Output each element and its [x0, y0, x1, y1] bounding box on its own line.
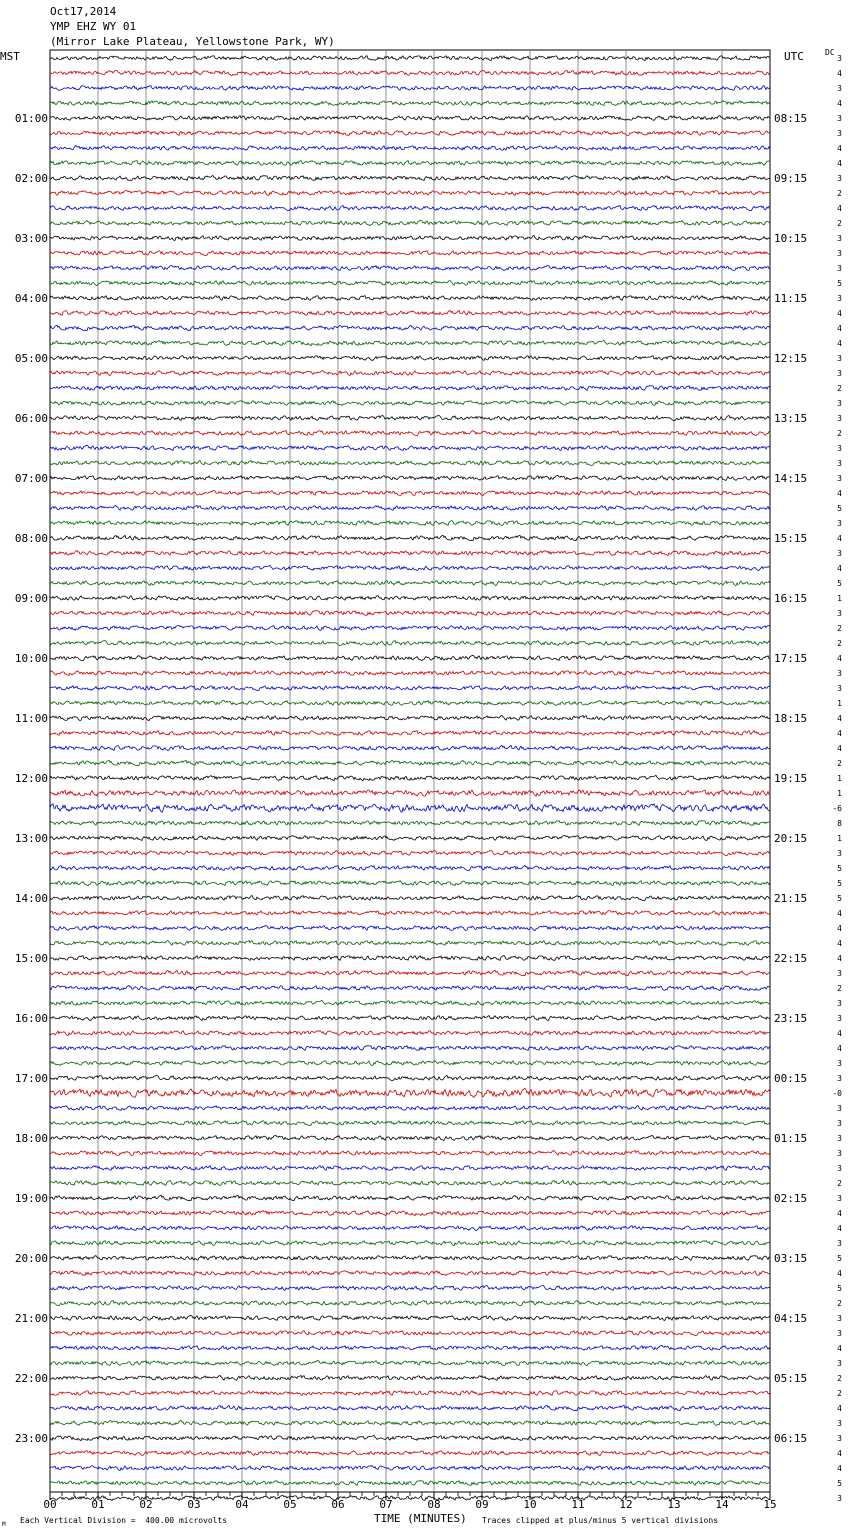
plot-frame [50, 50, 770, 1492]
x-axis-title: TIME (MINUTES) [374, 1512, 467, 1525]
mst-hour-label: 11:00 [14, 712, 48, 725]
dc-offset-label: 4 [837, 339, 842, 348]
trace-line [50, 1121, 770, 1126]
x-tick-label: 14 [715, 1498, 729, 1511]
dc-offset-label: 4 [837, 1224, 842, 1233]
trace-line [50, 131, 770, 136]
dc-offset-label: 3 [837, 669, 842, 678]
dc-offset-label: 3 [837, 369, 842, 378]
x-tick-label: 01 [91, 1498, 105, 1511]
mst-hour-label: 20:00 [14, 1252, 48, 1265]
trace-line [50, 371, 770, 376]
trace-line [50, 655, 770, 660]
mst-hour-label: 18:00 [14, 1132, 48, 1145]
trace-line [50, 1256, 770, 1261]
dc-offset-label: 4 [837, 69, 842, 78]
utc-hour-label: 12:15 [774, 352, 808, 365]
trace-line [50, 101, 770, 106]
trace-line [50, 1076, 770, 1081]
x-tick-label: 00 [43, 1498, 57, 1511]
trace-line [50, 506, 770, 511]
dc-offset-label: 2 [837, 639, 842, 648]
dc-offset-label: 5 [837, 864, 842, 873]
trace-line [50, 86, 770, 91]
trace-line [50, 1315, 770, 1320]
dc-offset-label: 4 [837, 729, 842, 738]
dc-offset-label: 4 [837, 309, 842, 318]
trace-line [50, 191, 770, 196]
trace-line [50, 956, 770, 961]
trace-line [50, 911, 770, 916]
utc-hour-label: 23:15 [774, 1012, 808, 1025]
trace-line [50, 760, 770, 765]
dc-offset-label: 3 [837, 1104, 842, 1113]
trace-line [50, 1181, 770, 1186]
dc-offset-label: 3 [837, 519, 842, 528]
dc-offset-label: 5 [837, 504, 842, 513]
dc-offset-label: 3 [837, 114, 842, 123]
mst-hour-label: 15:00 [14, 952, 48, 965]
trace-line [50, 1466, 770, 1471]
utc-hour-label: 10:15 [774, 232, 808, 245]
x-tick-label: 06 [331, 1498, 345, 1511]
trace-line [50, 1166, 770, 1171]
utc-hour-label: 06:15 [774, 1432, 808, 1445]
trace-line [50, 56, 770, 61]
trace-line [50, 401, 770, 406]
trace-line [50, 790, 770, 796]
dc-offset-label: 3 [837, 1014, 842, 1023]
dc-offset-label: 3 [837, 1149, 842, 1158]
dc-offset-label: 3 [837, 1059, 842, 1068]
mst-hour-label: 03:00 [14, 232, 48, 245]
trace-line [50, 1136, 770, 1141]
mst-label: MST [0, 50, 20, 63]
trace-line [50, 356, 770, 361]
mst-hour-label: 10:00 [14, 652, 48, 665]
dc-offset-label: 3 [837, 1329, 842, 1338]
trace-line [50, 116, 770, 121]
trace-line [50, 1089, 770, 1098]
dc-offset-label: 4 [837, 1209, 842, 1218]
dc-offset-label: 3 [837, 1164, 842, 1173]
trace-line [50, 701, 770, 706]
trace-line [50, 281, 770, 286]
mst-hour-label: 14:00 [14, 892, 48, 905]
trace-line [50, 581, 770, 586]
dc-offset-label: 4 [837, 744, 842, 753]
utc-hour-label: 08:15 [774, 112, 808, 125]
trace-line [50, 266, 770, 271]
mst-hour-label: 23:00 [14, 1432, 48, 1445]
trace-line [50, 236, 770, 241]
mst-hour-label: 01:00 [14, 112, 48, 125]
dc-offset-label: 5 [837, 879, 842, 888]
trace-line [50, 521, 770, 526]
trace-line [50, 491, 770, 496]
dc-offset-label: 3 [837, 1194, 842, 1203]
trace-line [50, 1195, 770, 1200]
utc-hour-label: 16:15 [774, 592, 808, 605]
utc-hour-label: 04:15 [774, 1312, 808, 1325]
dc-offset-label: 3 [837, 1359, 842, 1368]
dc-offset-label: 2 [837, 219, 842, 228]
trace-line [50, 220, 770, 225]
dc-offset-label: 4 [837, 489, 842, 498]
x-tick-label: 05 [283, 1498, 297, 1511]
dc-offset-label: 3 [837, 549, 842, 558]
x-tick-label: 10 [523, 1498, 537, 1511]
mst-hour-label: 13:00 [14, 832, 48, 845]
chart-labels [15, 54, 842, 1511]
x-tick-label: 13 [667, 1498, 681, 1511]
trace-line [50, 311, 770, 316]
x-tick-label: 09 [475, 1498, 489, 1511]
trace-line [50, 686, 770, 691]
dc-offset-label: 4 [837, 1344, 842, 1353]
dc-offset-label: 4 [837, 1269, 842, 1278]
dc-offset-label: 4 [837, 924, 842, 933]
trace-line [50, 1346, 770, 1351]
dc-offset-label: 8 [837, 819, 842, 828]
dc-offset-label: 4 [837, 1044, 842, 1053]
trace-line [50, 986, 770, 991]
dc-offset-label: 5 [837, 1479, 842, 1488]
trace-line [50, 146, 770, 151]
dc-label: DC [825, 48, 835, 57]
mst-hour-label: 09:00 [14, 592, 48, 605]
dc-offset-label: 4 [837, 204, 842, 213]
dc-offset-label: 4 [837, 714, 842, 723]
dc-offset-label: 2 [837, 984, 842, 993]
utc-hour-label: 05:15 [774, 1372, 808, 1385]
trace-line [50, 836, 770, 841]
dc-offset-label: 2 [837, 624, 842, 633]
mst-hour-label: 12:00 [14, 772, 48, 785]
trace-line [50, 941, 770, 946]
dc-offset-label: 4 [837, 954, 842, 963]
dc-offset-label: 3 [837, 414, 842, 423]
dc-offset-label: 3 [837, 249, 842, 258]
dc-offset-label: 4 [837, 939, 842, 948]
x-tick-label: 04 [235, 1498, 249, 1511]
trace-line [50, 611, 770, 616]
trace-line [50, 1421, 770, 1426]
trace-line [50, 535, 770, 540]
trace-line [50, 340, 770, 345]
trace-line [50, 461, 770, 466]
trace-line [50, 1331, 770, 1336]
trace-line [50, 431, 770, 436]
trace-line [50, 1271, 770, 1276]
x-tick-label: 03 [187, 1498, 201, 1511]
dc-offset-label: 1 [837, 699, 842, 708]
trace-line [50, 445, 770, 450]
trace-line [50, 1016, 770, 1021]
dc-offset-label: 3 [837, 849, 842, 858]
mst-hour-label: 05:00 [14, 352, 48, 365]
trace-line [50, 1106, 770, 1111]
trace-line [50, 251, 770, 256]
dc-offset-label: 4 [837, 909, 842, 918]
trace-line [50, 1061, 770, 1066]
dc-offset-label: 3 [837, 1434, 842, 1443]
dc-offset-label: 3 [837, 1074, 842, 1083]
utc-hour-label: 15:15 [774, 532, 808, 545]
dc-offset-label: 4 [837, 159, 842, 168]
footer-clip-note: Traces clipped at plus/minus 5 vertical divisions [482, 1516, 719, 1525]
dc-offset-label: 3 [837, 1419, 842, 1428]
x-tick-label: 08 [427, 1498, 441, 1511]
utc-hour-label: 18:15 [774, 712, 808, 725]
dc-offset-label: 3 [837, 969, 842, 978]
dc-offset-label: 3 [837, 1494, 842, 1503]
dc-offset-label: 3 [837, 474, 842, 483]
mst-hour-label: 06:00 [14, 412, 48, 425]
trace-line [50, 970, 770, 975]
mst-hour-label: 02:00 [14, 172, 48, 185]
utc-hour-label: 17:15 [774, 652, 808, 665]
dc-offset-label: 3 [837, 174, 842, 183]
mst-hour-label: 16:00 [14, 1012, 48, 1025]
trace-line [50, 1286, 770, 1291]
utc-hour-label: 21:15 [774, 892, 808, 905]
dc-offset-label: -0 [832, 1089, 842, 1098]
dc-offset-label: 3 [837, 84, 842, 93]
utc-hour-label: 00:15 [774, 1072, 808, 1085]
mst-hour-label: 19:00 [14, 1192, 48, 1205]
dc-offset-label: 3 [837, 444, 842, 453]
station-label: YMP EHZ WY 01 [50, 20, 137, 33]
mst-hour-label: 08:00 [14, 532, 48, 545]
trace-line [50, 71, 770, 76]
x-tick-label: 11 [571, 1498, 585, 1511]
trace-line [50, 1435, 770, 1440]
trace-line [50, 626, 770, 631]
trace-line [50, 1376, 770, 1381]
trace-line [50, 1210, 770, 1215]
trace-line [50, 1496, 770, 1501]
utc-hour-label: 19:15 [774, 772, 808, 785]
trace-line [50, 161, 770, 166]
utc-hour-label: 02:15 [774, 1192, 808, 1205]
mst-hour-label: 17:00 [14, 1072, 48, 1085]
dc-offset-label: 2 [837, 384, 842, 393]
date-label: Oct17,2014 [50, 5, 117, 18]
trace-line [50, 206, 770, 211]
trace-line [50, 1391, 770, 1396]
dc-offset-label: 3 [837, 1314, 842, 1323]
utc-hour-label: 14:15 [774, 472, 808, 485]
dc-offset-label: 5 [837, 1284, 842, 1293]
footer-scale-note: Each Vertical Division = 400.00 microvolts [20, 1516, 228, 1525]
trace-line [50, 1481, 770, 1486]
dc-offset-label: 4 [837, 324, 842, 333]
dc-offset-label: 5 [837, 1254, 842, 1263]
dc-offset-label: 4 [837, 1029, 842, 1038]
trace-line [50, 896, 770, 901]
trace-line [50, 476, 770, 481]
trace-line [50, 1241, 770, 1246]
dc-offset-label: 3 [837, 54, 842, 63]
dc-offset-label: 3 [837, 609, 842, 618]
dc-offset-label: 2 [837, 759, 842, 768]
dc-offset-label: 3 [837, 354, 842, 363]
trace-line [50, 416, 770, 421]
trace-line [50, 716, 770, 721]
dc-offset-label: 4 [837, 564, 842, 573]
dc-offset-label: 2 [837, 189, 842, 198]
trace-line [50, 866, 770, 871]
dc-offset-label: 1 [837, 834, 842, 843]
dc-offset-label: 3 [837, 399, 842, 408]
trace-line [50, 731, 770, 736]
utc-hour-label: 01:15 [774, 1132, 808, 1145]
trace-line [50, 1151, 770, 1156]
trace-line [50, 746, 770, 751]
dc-offset-label: 3 [837, 684, 842, 693]
mst-hour-label: 21:00 [14, 1312, 48, 1325]
trace-line [50, 1361, 770, 1366]
x-tick-label: 07 [379, 1498, 393, 1511]
dc-offset-label: 4 [837, 144, 842, 153]
dc-offset-label: -6 [832, 804, 842, 813]
trace-line [50, 1031, 770, 1036]
dc-offset-label: 2 [837, 429, 842, 438]
trace-line [50, 671, 770, 676]
trace-line [50, 565, 770, 570]
utc-label: UTC [784, 50, 804, 63]
trace-line [50, 325, 770, 330]
trace-line [50, 1000, 770, 1005]
dc-offset-label: 3 [837, 294, 842, 303]
utc-hour-label: 20:15 [774, 832, 808, 845]
dc-offset-label: 2 [837, 1389, 842, 1398]
trace-line [50, 851, 770, 856]
location-label: (Mirror Lake Plateau, Yellowstone Park, WY) [50, 35, 335, 48]
trace-line [50, 804, 770, 812]
dc-offset-label: 4 [837, 1449, 842, 1458]
mst-hour-label: 22:00 [14, 1372, 48, 1385]
chart-traces [50, 56, 770, 1501]
utc-hour-label: 13:15 [774, 412, 808, 425]
trace-line [50, 1046, 770, 1051]
x-tick-label: 15 [763, 1498, 777, 1511]
dc-offset-label: 3 [837, 999, 842, 1008]
mst-hour-label: 04:00 [14, 292, 48, 305]
trace-line [50, 880, 770, 885]
trace-line [50, 1301, 770, 1306]
trace-line [50, 1226, 770, 1231]
trace-line [50, 1405, 770, 1410]
trace-line [50, 1451, 770, 1456]
dc-offset-label: 2 [837, 1374, 842, 1383]
trace-line [50, 926, 770, 931]
dc-offset-label: 4 [837, 1464, 842, 1473]
x-tick-label: 12 [619, 1498, 633, 1511]
dc-offset-label: 4 [837, 99, 842, 108]
trace-line [50, 551, 770, 556]
dc-offset-label: 4 [837, 534, 842, 543]
dc-offset-label: 1 [837, 774, 842, 783]
dc-offset-label: 3 [837, 129, 842, 138]
footer-mark: M [2, 1521, 6, 1528]
trace-line [50, 296, 770, 301]
dc-offset-label: 5 [837, 894, 842, 903]
dc-offset-label: 3 [837, 1239, 842, 1248]
mst-hour-label: 07:00 [14, 472, 48, 485]
dc-offset-label: 2 [837, 1179, 842, 1188]
x-tick-label: 02 [139, 1498, 153, 1511]
dc-offset-label: 1 [837, 594, 842, 603]
trace-line [50, 176, 770, 181]
utc-hour-label: 03:15 [774, 1252, 808, 1265]
dc-offset-label: 4 [837, 1404, 842, 1413]
dc-offset-label: 1 [837, 789, 842, 798]
utc-hour-label: 11:15 [774, 292, 808, 305]
dc-offset-label: 2 [837, 1299, 842, 1308]
dc-offset-label: 3 [837, 234, 842, 243]
trace-line [50, 386, 770, 391]
trace-line [50, 641, 770, 646]
dc-offset-label: 3 [837, 1134, 842, 1143]
dc-offset-label: 4 [837, 654, 842, 663]
trace-line [50, 596, 770, 601]
trace-line [50, 821, 770, 826]
dc-offset-label: 5 [837, 279, 842, 288]
trace-line [50, 775, 770, 780]
dc-offset-label: 3 [837, 459, 842, 468]
utc-hour-label: 09:15 [774, 172, 808, 185]
dc-offset-label: 3 [837, 1119, 842, 1128]
dc-offset-label: 5 [837, 579, 842, 588]
dc-offset-label: 3 [837, 264, 842, 273]
utc-hour-label: 22:15 [774, 952, 808, 965]
